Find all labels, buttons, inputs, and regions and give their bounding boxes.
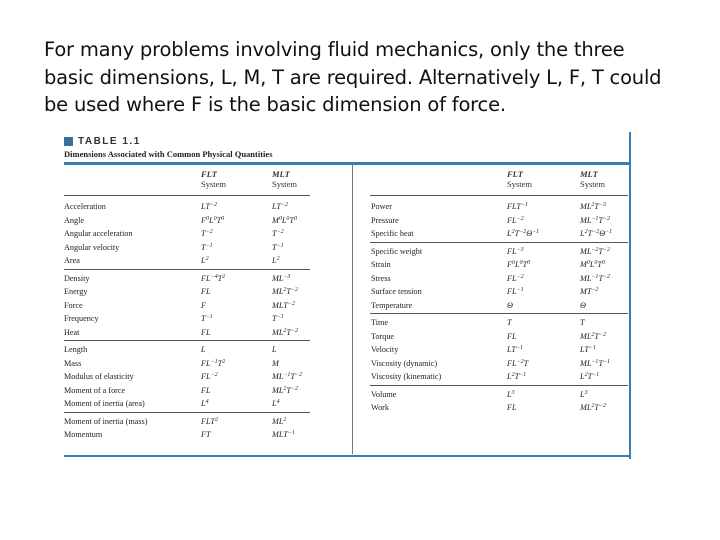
right-mlt-value: $L^3$	[580, 389, 588, 399]
left-flt-value: FLT$^2$	[201, 416, 218, 426]
right-mlt-value: Θ	[580, 300, 586, 310]
left-header-rule	[64, 195, 310, 196]
left-mlt-value: $M^0L^0T^0$	[272, 215, 297, 225]
table-right-rule	[629, 132, 631, 459]
left-quantity-column	[64, 200, 147, 442]
right-flt-value: T	[507, 318, 512, 327]
right-mlt-value: $L^2T^{-2}\Theta^{-1}$	[580, 229, 613, 238]
left-group-divider	[64, 412, 310, 413]
right-flt-column	[507, 200, 539, 415]
right-flt-value: $LT^{-1}$	[507, 345, 524, 354]
left-flt-value: FT	[201, 430, 211, 439]
left-flt-header: FLT System	[201, 169, 227, 189]
right-quantity-label: Pressure	[371, 215, 399, 225]
left-flt-value: FL	[201, 327, 211, 337]
right-flt-value: FL	[507, 331, 517, 341]
right-mlt-value: $ML^2T^{-3}$	[580, 202, 606, 211]
right-mlt-value: $ML^2T^{-2}$	[580, 331, 606, 341]
left-flt-value: FL	[201, 287, 211, 296]
right-quantity-column	[371, 200, 441, 415]
left-quantity-label: Angular velocity	[64, 242, 120, 252]
right-flt-value: $FL^{-2}T$	[507, 358, 529, 368]
right-flt-value: Θ	[507, 300, 513, 310]
right-quantity-label: Temperature	[371, 300, 413, 310]
left-flt-value: $FL^{-1}T^2$	[201, 358, 226, 368]
right-mlt-value: $MT^{-2}$	[580, 287, 599, 296]
right-mlt-value: T	[580, 318, 585, 327]
right-mlt-value: $M^0L^0T^0$	[580, 260, 605, 269]
right-quantity-label: Torque	[371, 331, 395, 341]
left-flt-column	[201, 200, 225, 442]
left-mlt-value: $T^{-1}$	[272, 242, 284, 252]
left-flt-value: $L^4$	[201, 399, 209, 408]
left-group-divider	[64, 340, 310, 341]
left-quantity-label: Angular acceleration	[64, 229, 133, 238]
left-mlt-column	[272, 200, 302, 442]
table-bottom-rule	[64, 455, 630, 457]
right-quantity-label: Time	[371, 318, 388, 327]
right-flt-header: FLT System	[507, 169, 533, 189]
table-subtitle: Dimensions Associated with Common Physical Quantities	[64, 149, 273, 159]
left-quantity-label: Heat	[64, 327, 80, 337]
table-title-row	[64, 134, 141, 148]
left-flt-value: $LT^{-2}$	[201, 202, 218, 211]
left-quantity-label: Force	[64, 300, 83, 310]
left-quantity-label: Energy	[64, 287, 88, 296]
column-divider	[352, 165, 353, 454]
left-quantity-label: Moment of inertia (mass)	[64, 416, 148, 426]
left-flt-value: $FL^{-4}T^2$	[201, 273, 226, 283]
left-quantity-label: Frequency	[64, 314, 99, 323]
left-group-divider	[64, 269, 310, 270]
right-flt-value: FL	[507, 403, 517, 412]
left-mlt-value: M	[272, 358, 279, 368]
right-quantity-label: Specific weight	[371, 246, 423, 256]
right-quantity-label: Viscosity (kinematic)	[371, 372, 442, 381]
left-mlt-value: $T^{-2}$	[272, 229, 284, 238]
left-flt-value: $F^0L^0T^0$	[201, 215, 225, 225]
right-quantity-label: Volume	[371, 389, 397, 399]
right-quantity-label: Strain	[371, 260, 391, 269]
left-flt-value: F	[201, 300, 207, 310]
right-quantity-label: Power	[371, 202, 392, 211]
right-flt-value: $F^0L^0T^0$	[507, 260, 531, 269]
right-mlt-value: $ML^2T^{-2}$	[580, 403, 606, 412]
right-quantity-label: Specific heat	[371, 229, 414, 238]
left-quantity-label: Modulus of elasticity	[64, 372, 134, 381]
left-quantity-label: Area	[64, 256, 80, 265]
table-title: TABLE 1.1	[78, 135, 141, 147]
left-flt-value: $T^{-1}$	[201, 314, 213, 323]
left-quantity-label: Acceleration	[64, 202, 106, 211]
right-group-divider	[370, 242, 628, 243]
right-mlt-header: MLT System	[580, 169, 606, 189]
right-mlt-value: $ML^{-1}T^{-2}$	[580, 215, 611, 225]
right-header-rule	[370, 195, 628, 196]
left-quantity-label: Moment of inertia (area)	[64, 399, 145, 408]
left-mlt-header: MLT System	[272, 169, 298, 189]
intro-paragraph: For many problems involving fluid mechanics, only the three basic dimensions, L, M, T are required. Alternatively L, F, T could be used where F is the basic dimension of force.	[44, 38, 662, 116]
right-flt-value: $FL^{-1}$	[507, 287, 524, 296]
right-flt-value: $L^3$	[507, 389, 515, 399]
left-mlt-value: $L^2$	[272, 256, 280, 265]
left-mlt-value: $MLT^{-1}$	[272, 430, 295, 439]
right-flt-value: $L^2T^{-2}\Theta^{-1}$	[507, 229, 540, 238]
left-mlt-value: $ML^2$	[272, 416, 287, 426]
left-mlt-value: $ML^2T^{-2}$	[272, 287, 298, 296]
left-quantity-label: Momentum	[64, 430, 103, 439]
left-mlt-value: $MLT^{-2}$	[272, 300, 295, 310]
left-mlt-value: $T^{-1}$	[272, 314, 284, 323]
left-mlt-value: $ML^2T^{-2}$	[272, 385, 298, 395]
right-flt-value: $FL^{-2}$	[507, 273, 524, 283]
left-flt-value: L	[201, 345, 206, 354]
left-flt-value: $T^{-1}$	[201, 242, 213, 252]
right-quantity-label: Work	[371, 403, 389, 412]
right-mlt-value: $LT^{-1}$	[580, 345, 597, 354]
left-mlt-value: $ML^{-3}$	[272, 273, 291, 283]
left-mlt-value: $L^4$	[272, 399, 280, 408]
right-group-divider	[370, 385, 628, 386]
right-quantity-label: Velocity	[371, 345, 399, 354]
left-flt-value: $T^{-2}$	[201, 229, 213, 238]
right-flt-value: $FL^{-3}$	[507, 246, 524, 256]
left-quantity-label: Mass	[64, 358, 82, 368]
right-quantity-label: Viscosity (dynamic)	[371, 358, 438, 368]
left-mlt-value: $LT^{-2}$	[272, 202, 289, 211]
right-quantity-label: Surface tension	[371, 287, 422, 296]
right-mlt-column	[580, 200, 612, 415]
right-mlt-value: $ML^{-1}T^{-1}$	[580, 358, 611, 368]
left-flt-value: FL	[201, 385, 211, 395]
right-mlt-value: $L^2T^{-1}$	[580, 372, 600, 381]
table-marker-icon	[64, 137, 73, 146]
left-mlt-value: L	[272, 345, 277, 354]
right-flt-value: $L^2T^{-1}$	[507, 372, 527, 381]
left-quantity-label: Length	[64, 345, 88, 354]
table-top-rule	[64, 162, 630, 165]
left-flt-value: $FL^{-2}$	[201, 372, 218, 381]
right-mlt-value: $ML^{-1}T^{-2}$	[580, 273, 611, 283]
left-quantity-label: Angle	[64, 215, 85, 225]
right-flt-value: $FL^{-2}$	[507, 215, 524, 225]
right-flt-value: $FLT^{-1}$	[507, 202, 529, 211]
dimensions-table	[64, 132, 630, 459]
left-mlt-value: $ML^2T^{-2}$	[272, 327, 298, 337]
right-mlt-value: $ML^{-2}T^{-2}$	[580, 246, 611, 256]
left-flt-value: $L^2$	[201, 256, 209, 265]
left-quantity-label: Moment of a force	[64, 385, 126, 395]
left-quantity-label: Density	[64, 273, 90, 283]
right-quantity-label: Stress	[371, 273, 391, 283]
right-group-divider	[370, 313, 628, 314]
left-mlt-value: $ML^{-1}T^{-2}$	[272, 372, 303, 381]
